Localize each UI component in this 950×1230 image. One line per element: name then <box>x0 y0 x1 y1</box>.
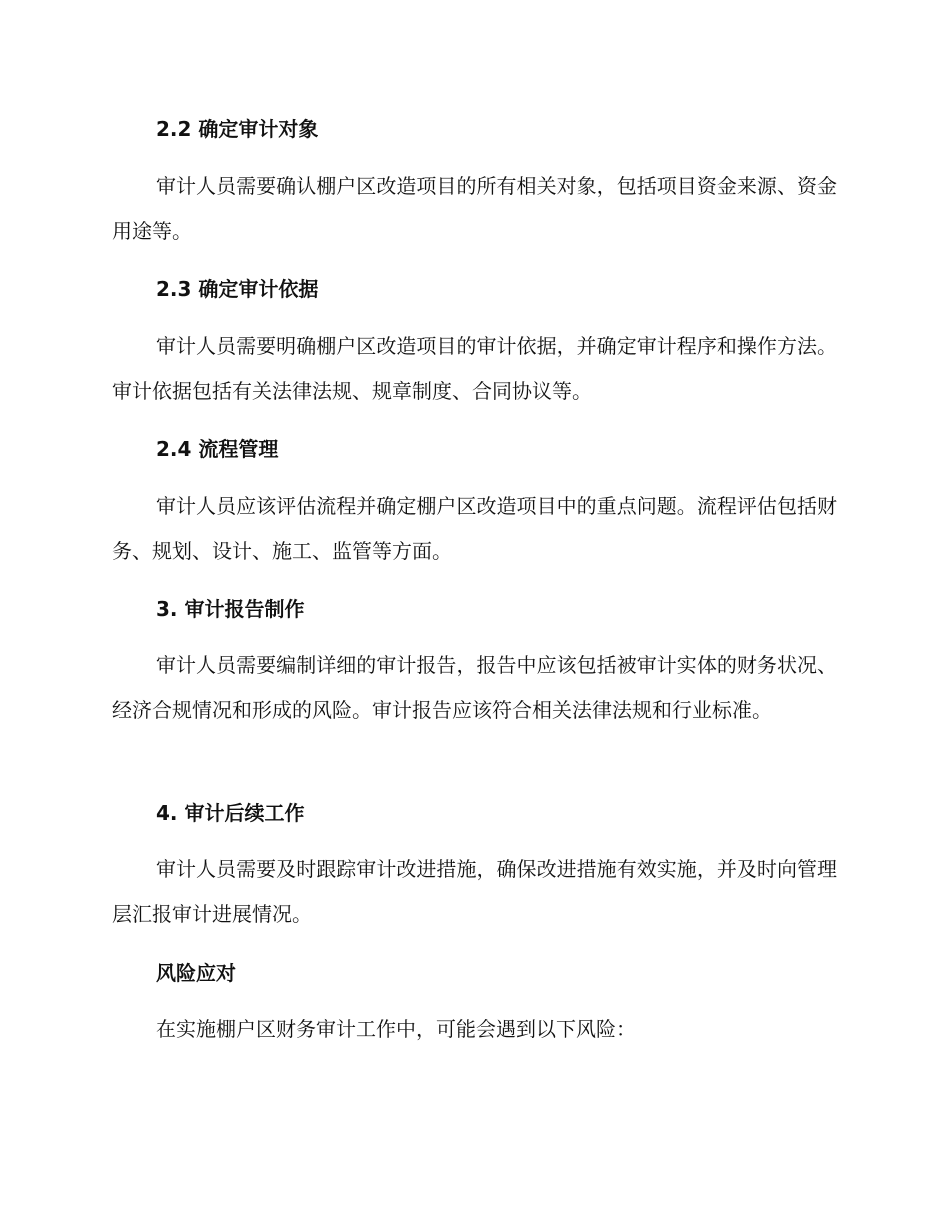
section-paragraph-2-2: 审计人员需要确认棚户区改造项目的所有相关对象，包括项目资金来源、资金用途等。 <box>112 174 837 243</box>
section-heading-3: 3. 审计报告制作 <box>156 597 305 621</box>
section-heading-risk: 风险应对 <box>156 961 236 985</box>
section-paragraph-risk: 在实施棚户区财务审计工作中，可能会遇到以下风险： <box>156 1017 636 1041</box>
section-heading-4: 4. 审计后续工作 <box>156 801 305 825</box>
section-paragraph-2-4: 审计人员应该评估流程并确定棚户区改造项目中的重点问题。流程评估包括财务、规划、设计、施工、监管等方面。 <box>112 494 837 563</box>
section-heading-2-4: 2.4 流程管理 <box>156 437 279 461</box>
section-heading-2-2: 2.2 确定审计对象 <box>156 117 319 141</box>
section-heading-2-3: 2.3 确定审计依据 <box>156 277 319 301</box>
section-paragraph-4: 审计人员需要及时跟踪审计改进措施，确保改进措施有效实施，并及时向管理层汇报审计进展情况。 <box>112 857 837 926</box>
section-paragraph-3: 审计人员需要编制详细的审计报告，报告中应该包括被审计实体的财务状况、经济合规情况和形成的风险。审计报告应该符合相关法律法规和行业标准。 <box>112 653 837 722</box>
section-paragraph-2-3: 审计人员需要明确棚户区改造项目的审计依据，并确定审计程序和操作方法。审计依据包括有关法律法规、规章制度、合同协议等。 <box>112 334 837 403</box>
